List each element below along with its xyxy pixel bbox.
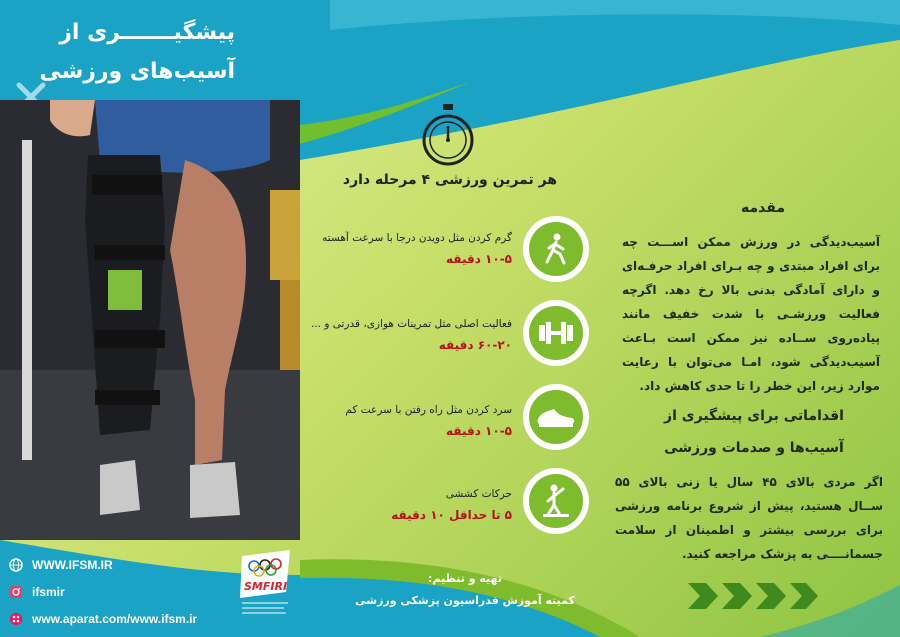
aparat-icon [8, 611, 24, 627]
measures-title-line-2: آسیب‌ها و صدمات ورزشی [664, 440, 844, 456]
globe-icon [8, 557, 24, 573]
step-desc: سرد کردن مثل راه رفتن با سرعت کم [345, 404, 512, 416]
prepared-by-label: تهیه و تنظیم: [428, 572, 502, 585]
stopwatch-icon [420, 102, 476, 168]
svg-text:SMFIRI: SMFIRI [244, 580, 288, 593]
step-desc: فعالیت اصلی مثل تمرینات هوازی، قدرتی و ... [310, 318, 512, 330]
step-duration: ۱۰-۵ دقیقه [446, 252, 512, 266]
intro-text: آسیب‌دیدگی در ورزش ممکن اســـت چه برای افراد مبتدی و چه بـرای افراد حرفـه‌ای و دارای آمادگی بدنی بالا رخ دهد. اگرچه فعالیت ورزشـی با شدت خفیف مانند پیاده‌روی ســاده نیز ممکن است بـاعث آسیب‌دیدگی شود، امـا می‌توان با رعایت موارد زیر، این خطر را تا حدی کاهش داد. [622, 235, 880, 393]
step-duration: ۱۰-۵ دقیقه [446, 424, 512, 438]
instagram-icon [8, 584, 24, 600]
chevrons-decoration [688, 583, 818, 609]
dumbbell-icon [523, 300, 589, 366]
contact-website[interactable] [8, 557, 113, 573]
step-desc: گرم کردن مثل دویدن درجا با سرعت آهسته [322, 232, 512, 244]
measures-text: اگر مردی بالای ۴۵ سال یا زنی بالای ۵۵ ســال هستید، پیش از شروع برنامه ورزشی برای بررسی بیشتر و اطمینان از سلامت جسمانــــی به پزشک مراجعه کنید. [615, 475, 883, 561]
contact-instagram[interactable] [8, 584, 65, 600]
measures-title [628, 400, 880, 464]
step-stretching [252, 488, 512, 522]
contact-text: www.aparat.com/www.ifsm.ir [32, 612, 198, 626]
title-line-2: آسیب‌های ورزشی [39, 58, 235, 84]
step-duration: ۶۰-۲۰ دقیقه [438, 338, 512, 352]
sneaker-icon [523, 384, 589, 450]
contact-aparat[interactable] [8, 611, 197, 627]
step-duration: ۵ تا حداقل ۱۰ دقیقه [391, 508, 512, 522]
page-title [39, 14, 235, 91]
title-line-1: پیشگیـــــــری از [59, 20, 235, 45]
step-desc: حرکات کششی [445, 488, 512, 500]
prepared-by [300, 568, 630, 612]
walking-person-icon [523, 216, 589, 282]
intro-title: مقدمه [741, 200, 785, 216]
contact-text: ifsmir [32, 585, 65, 599]
contact-text: WWW.IFSM.IR [32, 558, 113, 572]
step-cooldown [252, 404, 512, 438]
measures-title-line-1: اقداماتی برای پیشگیری از [664, 408, 844, 424]
steps-heading: هر تمرین ورزشی ۴ مرحله دارد [342, 172, 558, 188]
prepared-by-org: کمیته آموزش فدراسیون پزشکی ورزشی [355, 594, 575, 607]
step-warmup [252, 232, 512, 266]
step-main-activity [252, 318, 512, 352]
federation-logo [228, 548, 298, 628]
chevron-right-icon [688, 583, 818, 609]
stretching-person-icon [523, 468, 589, 534]
